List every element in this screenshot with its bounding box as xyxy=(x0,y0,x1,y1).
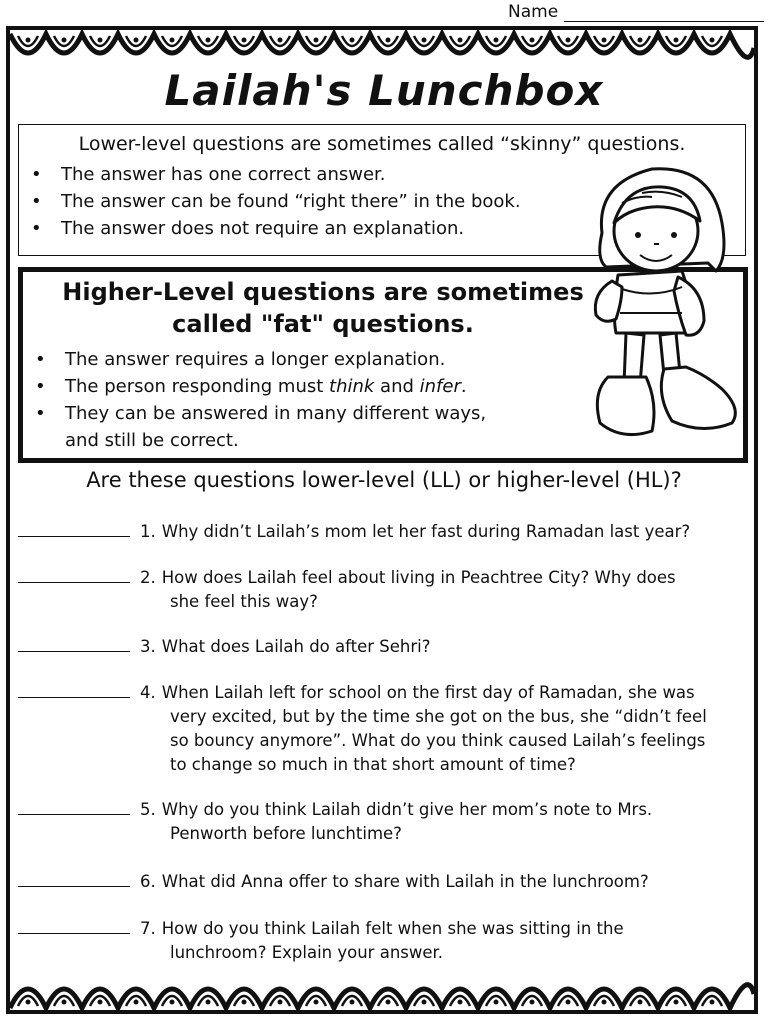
question-text: to change so much in that short amount of time? xyxy=(170,755,576,774)
question-prompt xyxy=(0,468,768,492)
question-text: Why do you think Lailah didn’t give her mom’s note to Mrs. xyxy=(161,800,653,819)
answer-blank[interactable] xyxy=(18,800,130,815)
infer-word: infer xyxy=(419,376,461,397)
page-title: Lailah's Lunchbox xyxy=(164,66,604,115)
question-text: so bouncy anymore”. What do you think caused Lailah’s feelings xyxy=(170,731,706,750)
question-6 xyxy=(18,870,649,894)
question-5 xyxy=(18,798,652,846)
question-text: When Lailah left for school on the first day of Ramadan, she was xyxy=(161,683,695,702)
answer-blank[interactable] xyxy=(18,522,130,537)
question-text: very excited, but by the time she got on the bus, she “didn’t feel xyxy=(170,707,707,726)
question-2 xyxy=(18,566,676,614)
top-scallop-border xyxy=(6,28,758,68)
question-number: 4. xyxy=(140,683,156,702)
question-text: lunchroom? Explain your answer. xyxy=(170,943,444,962)
question-text: How does Lailah feel about living in Peachtree City? Why does xyxy=(161,568,676,587)
answer-blank[interactable] xyxy=(18,637,130,652)
question-number: 6. xyxy=(140,872,156,891)
answer-blank[interactable] xyxy=(18,568,130,583)
question-text: What did Anna offer to share with Lailah in the lunchroom? xyxy=(161,872,649,891)
question-text: What does Lailah do after Sehri? xyxy=(161,637,431,656)
bullet-text: . xyxy=(460,376,467,397)
bottom-scallop-border xyxy=(6,974,758,1014)
answer-blank[interactable] xyxy=(18,683,130,698)
bullet-text: and xyxy=(374,376,420,397)
name-field[interactable] xyxy=(508,2,764,22)
question-number: 7. xyxy=(140,919,156,938)
name-blank-line[interactable] xyxy=(564,5,764,22)
lower-level-lead: Lower-level questions are sometimes called “skinny” questions. xyxy=(78,133,686,155)
question-text: How do you think Lailah felt when she was sitting in the xyxy=(161,919,624,938)
question-number: 5. xyxy=(140,800,156,819)
lower-level-bullet: • The answer has one correct answer. xyxy=(61,161,745,188)
girl-illustration xyxy=(582,163,750,448)
answer-blank[interactable] xyxy=(18,919,130,934)
bullet-text: and still be correct. xyxy=(65,430,239,451)
question-3 xyxy=(18,635,431,659)
ll-label: (LL) xyxy=(421,468,462,492)
question-text: Penworth before lunchtime? xyxy=(170,824,402,843)
question-text: she feel this way? xyxy=(170,592,318,611)
hl-label: (HL) xyxy=(626,468,671,492)
bullet-text: They can be answered in many different ways, xyxy=(65,403,487,424)
name-label: Name xyxy=(508,2,559,22)
prompt-text: ? xyxy=(670,468,682,492)
question-4 xyxy=(18,681,707,777)
bullet-text: The person responding must xyxy=(65,376,330,397)
prompt-text: or higher-level xyxy=(461,468,627,492)
prompt-text: Are these questions lower-level xyxy=(86,468,422,492)
question-number: 1. xyxy=(140,522,156,541)
higher-level-heading xyxy=(23,276,623,340)
question-text: Why didn’t Lailah’s mom let her fast during Ramadan last year? xyxy=(161,522,691,541)
higher-level-heading-line1: Higher-Level questions are sometimes xyxy=(62,278,584,306)
question-1 xyxy=(18,520,690,544)
higher-level-bullet: • The answer requires a longer explanation. xyxy=(65,346,743,373)
question-number: 3. xyxy=(140,637,156,656)
think-word: think xyxy=(329,376,375,397)
answer-blank[interactable] xyxy=(18,872,130,887)
lower-level-bullet: • The answer does not require an explanation. xyxy=(61,215,745,242)
higher-level-heading-line2: called "fat" questions. xyxy=(172,310,474,338)
lower-level-bullet: • The answer can be found “right there” in the book. xyxy=(61,188,745,215)
question-number: 2. xyxy=(140,568,156,587)
question-7 xyxy=(18,917,624,965)
